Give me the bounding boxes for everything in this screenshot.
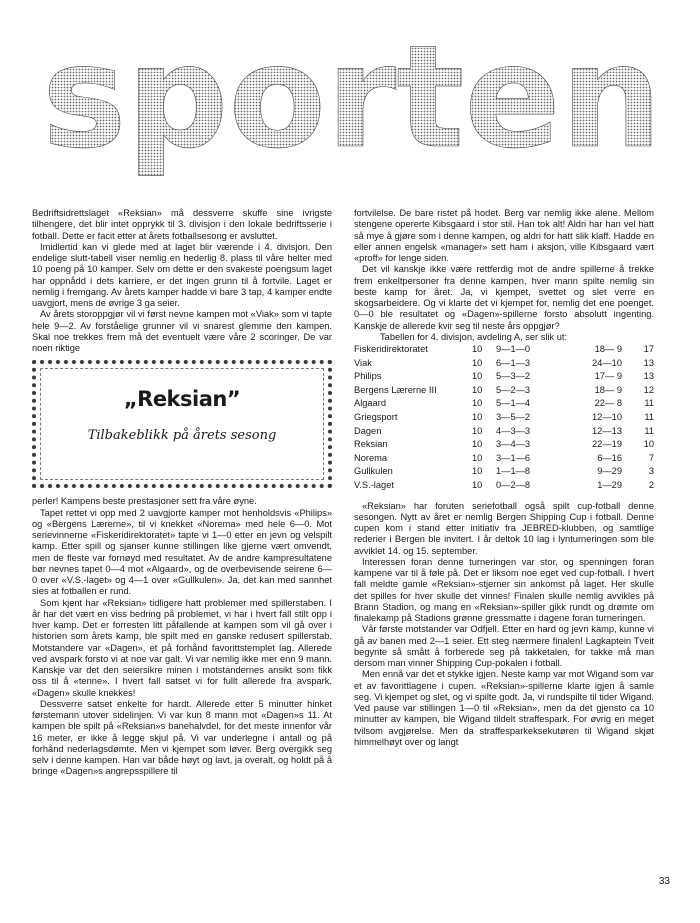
points-cell: 13 — [643, 371, 654, 382]
team-name-cell: Reksian — [354, 439, 388, 450]
article-paragraph: Tapet rettet vi opp med 2 uavgjorte kamper mot henholdsvis «Philips» og «Bergens Lærerne», til vi knekket «Norema» med hele 6—0. Mot serievinnerne «Fiskeridirektoratet» tapte vi 1—0 etter en jevn og velspilt kamp. Etter spill og sjanser kunne stillingen like gjerne vært omvendt, men de fleste var fornøyd med resultatet. Av de andre kampresultatene bør nevnes tapet 0—4 mot «Algaard», og de overbevisende seirene 6—0 over «V.S.-laget» og 4—1 over «Gullkulen». Ja, det kan med sannhet sies at fotballen er rund. — [32, 507, 332, 597]
win-draw-loss-cell: 5—3—2 — [496, 371, 531, 382]
article-paragraph: Interessen foran denne turneringen var stor, og spenningen foran kampene var til å føle på. Det er liksom noe eget ved cup-fotball. I hvert fall meldte gamle «Reksian»-stjerner sin ankomst på laget. Her skulle det spilles for hver skulle det vinnes! Finalen skulle nemlig avvikles på Brann Stadion, og mang en «Reksian»-spiller gikk rundt og drømte om finalekamp på Stadions grønne gressmatte i dagene foran turneringen. — [354, 556, 654, 624]
left-article-top — [32, 208, 332, 354]
table-row — [354, 465, 654, 479]
goal-difference-cell: 22—19 — [592, 439, 622, 450]
page-number: 33 — [658, 876, 670, 887]
article-paragraph: fortvilelse. De bare ristet på hodet. Berg var nemlig ikke alene. Mellom stengene opererte Kibsgaard i stor stil. Han tok alt! Aldri har han vel hatt så mye å gjøre som i denne kampen, og aldri for hatt slik klaff. Hadde en eller annen engelsk «manager» sett ham i aksjon, ville Kibsgaard vært «proff» for lenge siden. — [354, 208, 654, 263]
goal-difference-cell: 12—10 — [592, 411, 622, 422]
inner-frame — [40, 368, 324, 480]
points-cell: 13 — [643, 357, 654, 368]
games-played-cell: 10 — [472, 452, 483, 463]
table-row — [354, 425, 654, 439]
feature-subtitle: Tilbakeblikk på årets sesong — [87, 428, 277, 444]
team-name-cell: Bergens Lærerne III — [354, 384, 437, 395]
table-row — [354, 370, 654, 384]
games-played-cell: 10 — [472, 384, 483, 395]
goal-difference-cell: 24—10 — [592, 357, 622, 368]
article-paragraph: perler! Kampens beste prestasjoner sett fra våre øyne. — [32, 496, 257, 507]
goal-difference-cell: 6—16 — [597, 452, 622, 463]
games-played-cell: 10 — [472, 479, 483, 490]
article-paragraph: Men ennå var det et stykke igjen. Neste kamp var mot Wigand som var et av favorittlagene i cupen. «Reksian»-spillerne klarte igjen å samle seg. Vi kjempet og slet, og vi spilte godt. Ja, vi rundspilte til tider Wigand. Ved pause var stillingen 1—0 til «Reksian», men da det gjensto ca 10 minutter av kampen, ble Wigand tildelt straffespark. For øvrig en meget tvilsom avgjørelse. Men da straffesparkeksekutøren til Wigand skjøt himmelhøyt over og langt — [354, 669, 654, 747]
league-table — [354, 343, 654, 493]
points-cell: 10 — [643, 439, 654, 450]
win-draw-loss-cell: 1—1—8 — [496, 466, 531, 477]
points-cell: 17 — [643, 344, 654, 354]
sporten-title-graphic — [30, 38, 675, 178]
table-row — [354, 438, 654, 452]
table-row — [354, 479, 654, 493]
left-column — [32, 208, 332, 778]
left-article-bottom — [32, 496, 332, 777]
goal-difference-cell: 1—29 — [597, 479, 622, 490]
games-played-cell: 10 — [472, 357, 483, 368]
points-cell: 7 — [648, 452, 654, 463]
win-draw-loss-cell: 4—3—3 — [496, 425, 531, 436]
table-row — [354, 397, 654, 411]
games-played-cell: 10 — [472, 344, 483, 354]
feature-title: „Reksian” — [123, 387, 241, 412]
win-draw-loss-cell: 3—1—6 — [496, 452, 531, 463]
team-name-cell: Dagen — [354, 425, 382, 436]
right-column — [354, 208, 654, 748]
goal-difference-cell: 9—29 — [597, 466, 622, 477]
article-paragraph: Bedriftsidrettslaget «Reksian» må dessverre skuffe sine ivrigste tilhengere, det blir intet opprykk til 3. divisjon i den lokale bedriftsserie i fotball. Dette er facit etter at årets fotballsesong er avsluttet. — [32, 208, 332, 241]
team-name-cell: Norema — [354, 452, 388, 463]
win-draw-loss-cell: 5—2—3 — [496, 384, 531, 395]
right-article-bottom — [354, 501, 654, 749]
table-caption: Tabellen for 4. divisjon, avdeling A, ser slik ut: — [380, 331, 568, 342]
games-played-cell: 10 — [472, 425, 483, 436]
feature-title-box — [32, 360, 332, 488]
table-row — [354, 411, 654, 425]
win-draw-loss-cell: 3—4—3 — [496, 439, 531, 450]
article-paragraph: Av årets storoppgjør vil vi først nevne kampen mot «Viak» som vi tapte hele 9—2. Av forståelige grunner vil vi snarest glemme den kampen. Skal noe trekkes frem må det eventuelt være våre 2 scoringer. De var noen riktige — [32, 309, 332, 353]
win-draw-loss-cell: 0—2—8 — [496, 479, 531, 490]
goal-difference-cell: 17— 9 — [594, 371, 622, 382]
article-paragraph: Vår første motstander var Odfjell. Etter en hard og jevn kamp, kunne vi gå av banen med 2—1 seier. Ett steg nærmere finalen! Lagkaptein Tveit begynte så smått å forberede seg på takketalen, for takke må man dersom man vinner Shipping Cup-pokalen i fotball. — [354, 624, 654, 669]
goal-difference-cell: 18— 9 — [594, 384, 622, 395]
goal-difference-cell: 22— 8 — [594, 398, 622, 409]
team-name-cell: Algaard — [354, 398, 387, 409]
article-paragraph: Dessverre satset enkelte for hardt. Allerede etter 5 minutter hinket førstemann utover sidelinjen. Vi var kun 8 mann mot «Dagen»s 11. At kampen ble spilt på «Reksian»s banehalvdel, for det meste innenfor vår 16 meter, er ikke å legge skjul på. Vi var underlegne i antall og på forhånd nederlagsdømte. Men vi kjempet som løver. Berg overgikk seg selv i denne kampen. Han var både høyt og lavt, ja overalt, og holdt på å bringe «Dagen»s angrepsspillere til — [32, 698, 332, 777]
table-row — [354, 343, 654, 357]
win-draw-loss-cell: 9—1—0 — [496, 344, 531, 354]
goal-difference-cell: 18— 9 — [594, 344, 622, 354]
points-cell: 3 — [648, 466, 654, 477]
team-name-cell: Philips — [354, 371, 382, 382]
games-played-cell: 10 — [472, 439, 483, 450]
points-cell: 11 — [644, 398, 654, 409]
games-played-cell: 10 — [472, 411, 483, 422]
points-cell: 11 — [644, 411, 654, 422]
team-name-cell: Griegsport — [354, 411, 398, 422]
team-name-cell: Viak — [354, 357, 372, 368]
article-paragraph: Det vil kanskje ikke være rettferdig mot de andre spillerne å trekke frem enkeltpersoner fra denne kampen, hver mann spilte nemlig sin beste kamp for året. Ja, vi kjempet, svettet og slet verre en skogsarbeidere. Og vi klarte det vi kjempet for, nemlig det ene poenget. 0—0 ble resultatet og «Dagen»-spillerne forsto absolutt ingenting. Kanskje de allerede kvir seg til neste års oppgjør? — [354, 264, 654, 331]
win-draw-loss-cell: 6—1—3 — [496, 357, 531, 368]
win-draw-loss-cell: 3—5—2 — [496, 411, 531, 422]
article-paragraph: Som kjent har «Reksian» tidligere hatt problemer med spillerstaben. I år har det vært en viss bedring på problemet, vi har i hvert fall stilt opp i hver kamp. Det er forresten litt påfallende at kampen som vil gå over i historien som årets kamp, ble spilt med en ganske redusert spillerstab. Motstandere var «Dagen», et på forhånd favorittstemplet lag. Allerede ved avspark forsto vi at noe var galt. Vi var nemlig ikke mer enn 9 mann. Kanskje var det den seiersikre minen i motstandernes ansikt som fikk oss til å «tenne». I hvert fall satset vi for fullt allerede fra avspark. «Dagen» skulle knekkes! — [32, 597, 332, 698]
games-played-cell: 10 — [472, 466, 483, 477]
article-paragraph: «Reksian» har foruten seriefotball også spilt cup-fotball denne sesongen. Nytt av året er nemlig Bergen Shipping Cup i fotball. Denne cupen kom i stand etter initiativ fra JEBRED-klubben, og samtlige rederier i Bergen ble invitert. I år deltok 10 lag i lynturneringen som ble avviklet 14. og 15. september. — [354, 500, 654, 556]
points-cell: 2 — [648, 479, 654, 490]
masthead — [30, 38, 675, 178]
win-draw-loss-cell: 5—1—4 — [496, 398, 531, 409]
table-row — [354, 384, 654, 398]
page-title: sporten — [42, 38, 662, 178]
table-row — [354, 452, 654, 466]
games-played-cell: 10 — [472, 398, 483, 409]
team-name-cell: Fiskeridirektoratet — [354, 344, 428, 354]
right-article-top — [354, 208, 654, 332]
table-row — [354, 357, 654, 371]
article-paragraph: Imidlertid kan vi glede med at laget blir værende i 4. divisjon. Den endelige slutt-tabell viser nemlig en hederlig 8. plass til våre helter med 10 poeng på 10 kamper. Selv om dette er den svakeste poengsum laget har oppnådd i dets karriere, er det ingen grunn til å fortvile. Laget er nemlig i fremgang. Av årets kamper hadde vi bare 3 tap, 4 kamper endte uavgjort, mens de øvrige 3 ga seier. — [32, 241, 332, 308]
team-name-cell: Gullkulen — [354, 466, 393, 477]
points-cell: 12 — [643, 384, 654, 395]
points-cell: 11 — [644, 425, 654, 436]
games-played-cell: 10 — [472, 371, 483, 382]
team-name-cell: V.S.-laget — [354, 479, 394, 490]
goal-difference-cell: 12—13 — [592, 425, 622, 436]
